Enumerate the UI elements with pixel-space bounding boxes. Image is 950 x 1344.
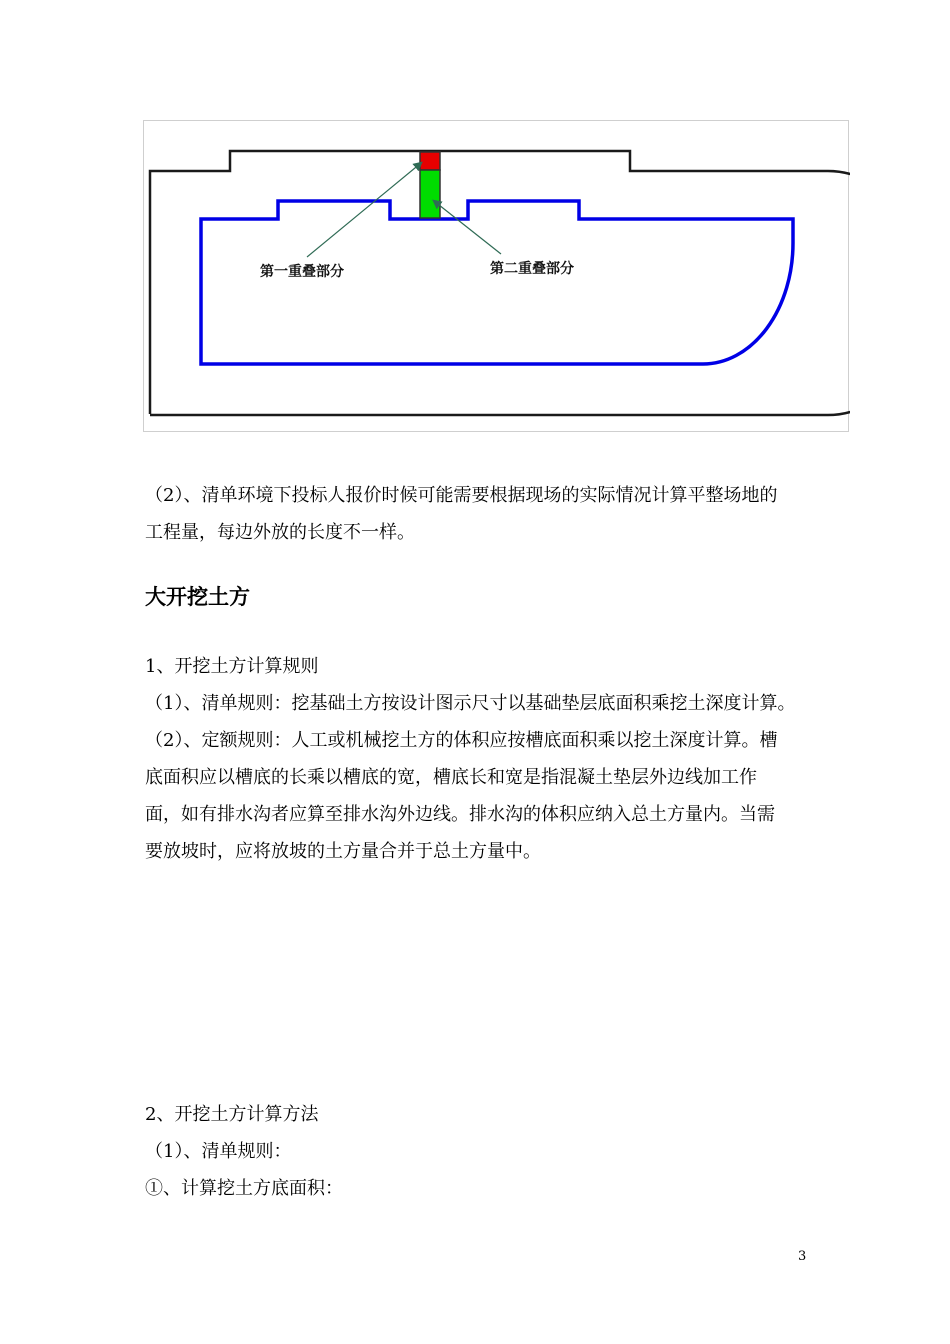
section-heading: 大开挖土方 <box>145 585 250 609</box>
rule-line: （1）、清单规则：挖基础土方按设计图示尺寸以基础垫层底面积乘挖土深度计算。 <box>145 693 796 714</box>
rule-line: 要放坡时，应将放坡的土方量合并于总土方量中。 <box>145 841 541 862</box>
second-overlap-block <box>420 170 440 218</box>
section-title: 2、开挖土方计算方法 <box>145 1104 319 1125</box>
overlap-diagram <box>143 120 849 432</box>
list-item: ①、计算挖土方底面积： <box>145 1178 343 1199</box>
paragraph-line: （2）、清单环境下投标人报价时候可能需要根据现场的实际情况计算平整场地的 <box>145 485 778 506</box>
first-overlap-arrow <box>307 163 421 257</box>
section-title: 1、开挖土方计算规则 <box>145 656 319 677</box>
second-overlap-label: 第二重叠部分 <box>490 261 574 277</box>
first-overlap-label: 第一重叠部分 <box>260 264 344 280</box>
first-overlap-block <box>420 152 440 170</box>
inner-boundary <box>201 201 793 364</box>
rule-line: （2）、定额规则：人工或机械挖土方的体积应按槽底面积乘以挖土深度计算。槽 <box>145 730 778 751</box>
rule-line: 面，如有排水沟者应算至排水沟外边线。排水沟的体积应纳入总土方量内。当需 <box>145 804 775 825</box>
page-number: 3 <box>798 1249 807 1264</box>
paragraph-line: 工程量，每边外放的长度不一样。 <box>145 522 415 543</box>
outer-boundary <box>150 151 850 415</box>
rule-line: 底面积应以槽底的长乘以槽底的宽，槽底长和宽是指混凝土垫层外边线加工作 <box>145 767 757 788</box>
sub-title: （1）、清单规则： <box>145 1141 292 1162</box>
